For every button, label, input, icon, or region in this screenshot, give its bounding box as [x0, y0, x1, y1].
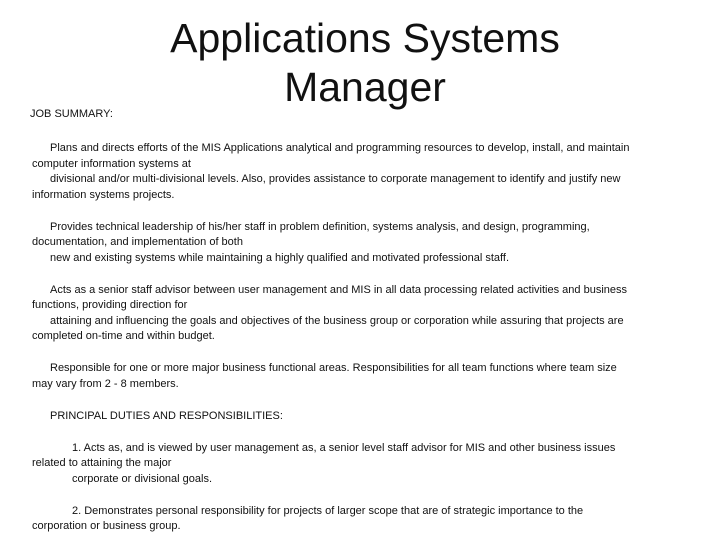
paragraph-line: may vary from 2 - 8 members.: [32, 377, 179, 390]
summary-paragraph-4: [32, 361, 692, 392]
job-summary-label: JOB SUMMARY:: [30, 108, 113, 120]
paragraph-line: computer information systems at: [32, 157, 191, 170]
page-title-line-2: Manager: [284, 64, 446, 110]
duty-line: 1. Acts as, and is viewed by user management as, a senior level staff advisor for MIS and other business issues: [72, 441, 616, 454]
duty-line: corporate or divisional goals.: [72, 472, 213, 485]
paragraph-line: functions, providing direction for: [32, 299, 188, 311]
duty-item-2: [32, 504, 692, 535]
duty-line: corporation or business group.: [32, 520, 181, 532]
paragraph-line: information systems projects.: [32, 188, 175, 201]
duty-line: 2. Demonstrates personal responsibility for projects of larger scope that are of strategic importance to the: [72, 504, 584, 517]
paragraph-line: completed on-time and within budget.: [32, 330, 215, 342]
paragraph-line: Responsible for one or more major business functional areas. Responsibilities for all team functions where team size: [50, 362, 617, 374]
summary-paragraph-2: [32, 220, 692, 267]
duty-line: related to attaining the major: [32, 457, 172, 469]
duties-heading-text: PRINCIPAL DUTIES AND RESPONSIBILITIES:: [50, 409, 283, 422]
duty-item-1: [32, 441, 692, 488]
summary-paragraph-1: [32, 141, 692, 203]
page-title-line-1: Applications Systems: [170, 15, 560, 61]
document-body: [32, 141, 692, 551]
paragraph-line: Plans and directs efforts of the MIS Applications analytical and programming resources to develop, install, and maintain: [50, 142, 630, 154]
paragraph-line: documentation, and implementation of both: [32, 236, 243, 248]
paragraph-line: Acts as a senior staff advisor between user management and MIS in all data processing related activities and business: [50, 283, 628, 296]
duties-heading: [32, 409, 692, 425]
paragraph-line: attaining and influencing the goals and objectives of the business group or corporation while assuring that projects are: [50, 314, 624, 327]
page-title: [120, 14, 610, 112]
paragraph-line: divisional and/or multi-divisional levels. Also, provides assistance to corporate management to identify and justify new: [50, 173, 621, 185]
paragraph-line: Provides technical leadership of his/her staff in problem definition, systems analysis, and design, programming,: [50, 220, 590, 233]
paragraph-line: new and existing systems while maintaining a highly qualified and motivated professional staff.: [50, 251, 509, 264]
summary-paragraph-3: [32, 283, 692, 345]
